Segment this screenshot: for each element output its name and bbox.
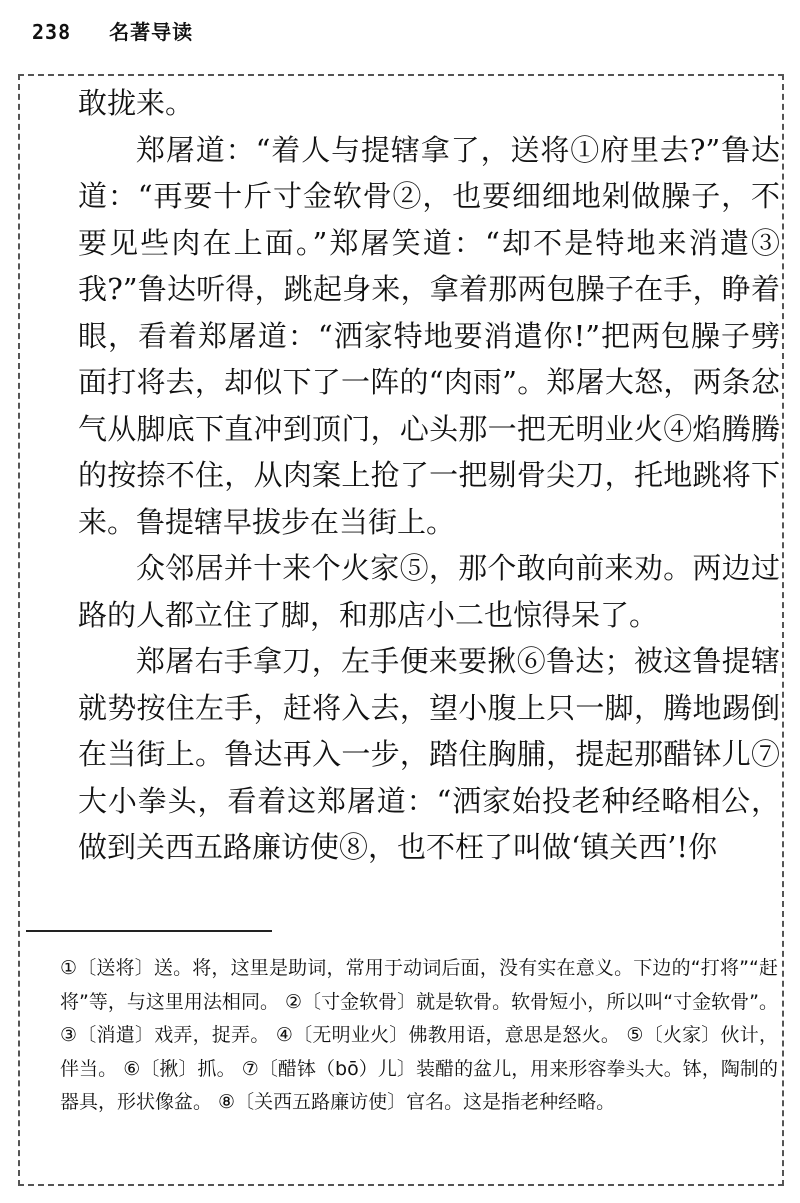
body-text [78, 80, 780, 871]
footnote-divider [26, 930, 272, 932]
paragraph: 众邻居并十来个火家⑤，那个敢向前来劝。两边过路的人都立住了脚，和那店小二也惊得呆了。 [78, 551, 780, 632]
paragraph: 郑屠道：“着人与提辖拿了，送将①府里去?”鲁达道：“再要十斤寸金软骨②，也要细细地剁做臊子，不要见些肉在上面。”郑屠笑道：“却不是特地来消遣③我?”鲁达听得，跳起身来，拿着那两包臊子在手，睁着眼，看着郑屠道：“洒家特地要消遣你!”把两包臊子劈面打将去，却似下了一阵的“肉雨”。郑屠大怒，两条忿气从脚底下直冲到顶门，心头那一把无明业火④焰腾腾的按捺不住，从肉案上抢了一把剔骨尖刀，托地跳将下来。鲁提辖早拔步在当街上。 [78, 132, 780, 539]
book-title: 名著导读 [109, 20, 194, 44]
paragraph: 敢拢来。 [78, 86, 195, 120]
footnote-block: ①〔送将〕送。将，这里是助词，常用于动词后面，没有实在意义。下边的“打将”“赶将”等，与这里用法相同。 ②〔寸金软骨〕就是软骨。软骨短小，所以叫“寸金软骨”。 ③〔消遣〕戏弄，捉弄。 ④〔无明业火〕佛教用语，意思是怒火。 ⑤〔火家〕伙计，伴当。 ⑥〔揪〕抓。 ⑦〔醋钵（bō）儿〕装醋的盆儿，用来形容拳头大。钵，陶制的器具，形状像盆。 ⑧〔关西五路廉访使〕官名。这是指老种经略。 [60, 957, 778, 1113]
page-number: 238 [32, 20, 72, 44]
paragraph: 郑屠右手拿刀，左手便来要揪⑥鲁达；被这鲁提辖就势按住左手，赶将入去，望小腹上只一脚，腾地踢倒在当街上。鲁达再入一步，踏住胸脯，提起那醋钵儿⑦大小拳头，看着这郑屠道：“洒家始投老种经略相公，做到关西五路廉访使⑧，也不枉了叫做‘镇关西’!你 [78, 644, 780, 864]
page-header [32, 16, 193, 45]
footnotes [60, 952, 778, 1120]
